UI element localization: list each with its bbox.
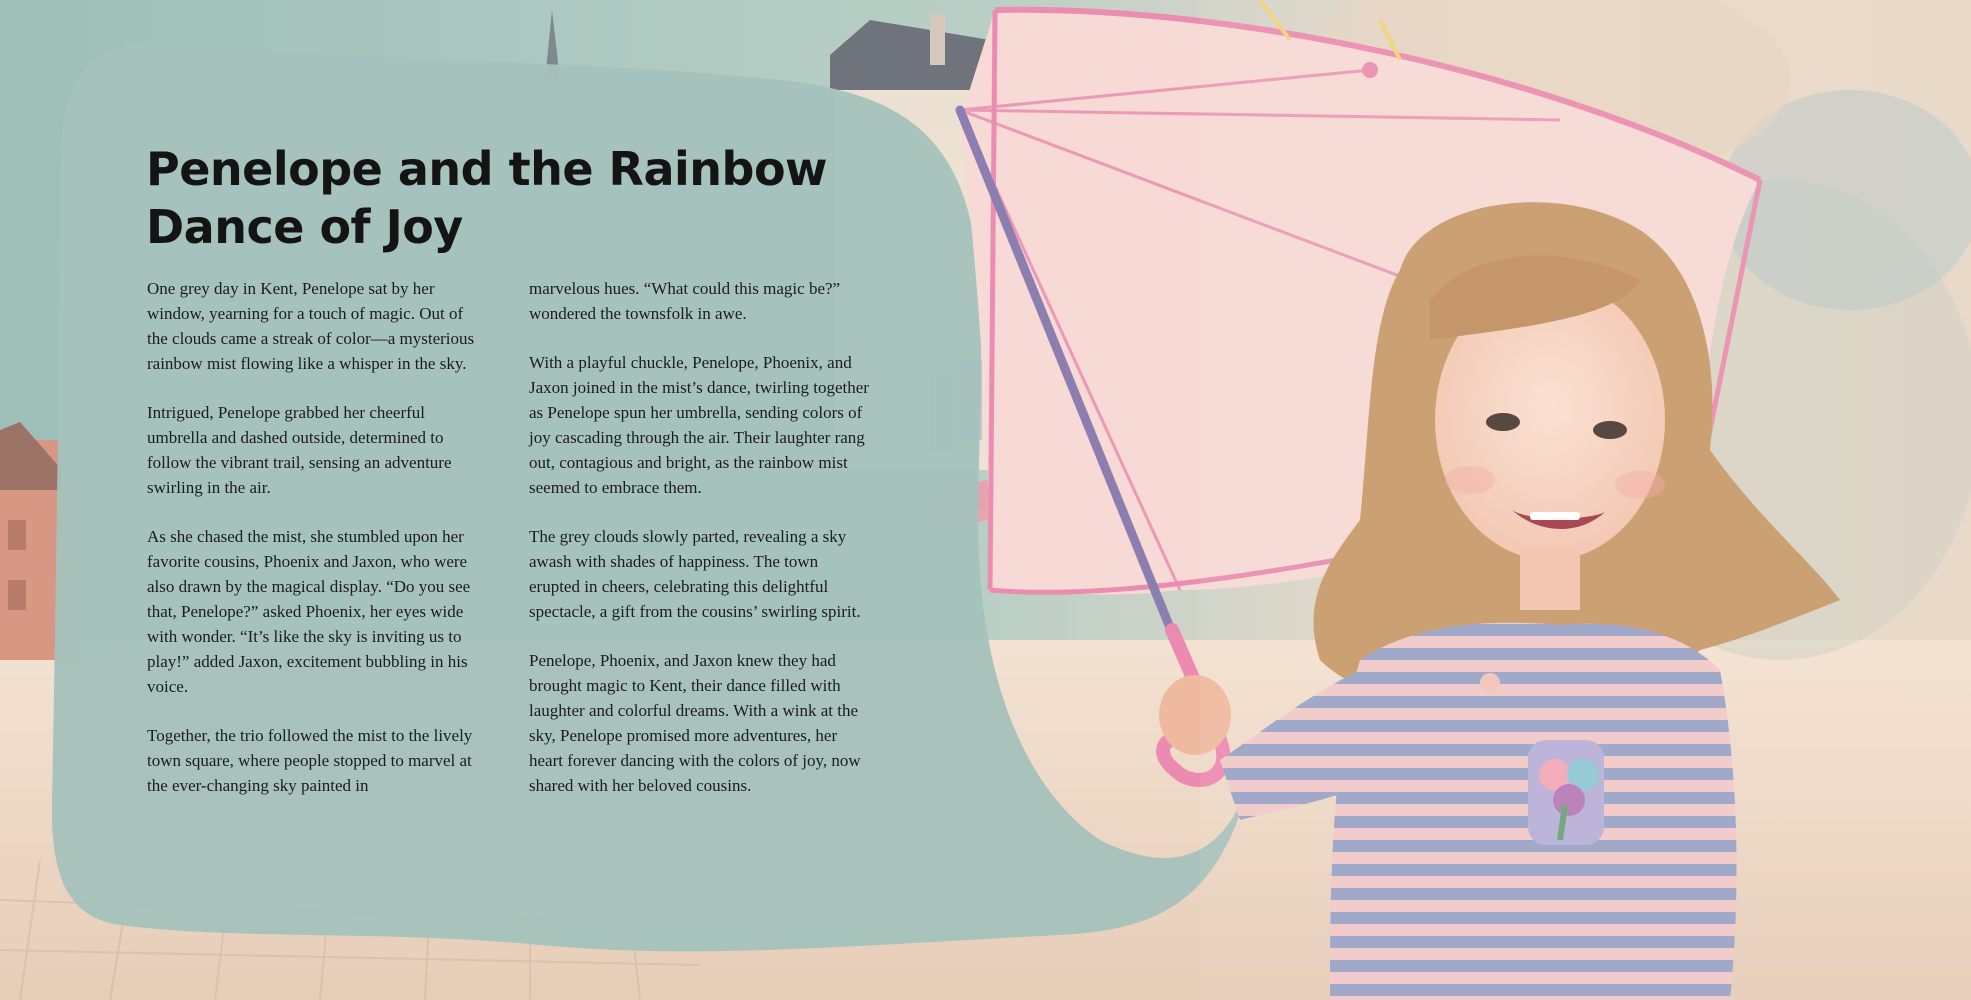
story-paragraph: As she chased the mist, she stumbled upon her favorite cousins, Phoenix and Jaxon, who were also drawn by the magical display. “Do you see that, Penelope?” asked Phoenix, her eyes wide with wonder. “It’s like the sky is inviting us to play!” added Jaxon, excitement bubbling in his voice. [147,527,471,696]
story-paragraph: With a playful chuckle, Penelope, Phoenix, and Jaxon joined in the mist’s dance, twirling together as Penelope spun her umbrella, sending colors of joy cascading through the air. Their laughter rang out, contagious and bright, as the rainbow mist seemed to embrace them. [529,353,869,497]
story-paragraph: The grey clouds slowly parted, revealing a sky awash with shades of happiness. The town erupted in cheers, celebrating this delightful spectacle, a gift from the cousins’ swirling spirit. [529,527,861,621]
story-column-left [147,276,487,822]
story-paragraph: Intrigued, Penelope grabbed her cheerful umbrella and dashed outside, determined to follow the vibrant trail, sensing an adventure swirling in the air. [147,403,452,497]
story-paragraph: marvelous hues. “What could this magic be?” wondered the townsfolk in awe. [529,279,841,323]
story-column-right [529,276,869,822]
story-paragraph: Together, the trio followed the mist to the lively town square, where people stopped to marvel at the ever-changing sky painted in [147,726,473,795]
story-title: Penelope and the Rainbow Dance of Joy [146,142,828,254]
story-paragraph: Penelope, Phoenix, and Jaxon knew they had brought magic to Kent, their dance filled with laughter and colorful dreams. With a wink at the sky, Penelope promised more adventures, her heart forever dancing with the colors of joy, now shared with her beloved cousins. [529,651,861,795]
story-paragraph: One grey day in Kent, Penelope sat by her window, yearning for a touch of magic. Out of the clouds came a streak of color—a mysterious rainbow mist flowing like a whisper in the sky. [147,279,475,373]
